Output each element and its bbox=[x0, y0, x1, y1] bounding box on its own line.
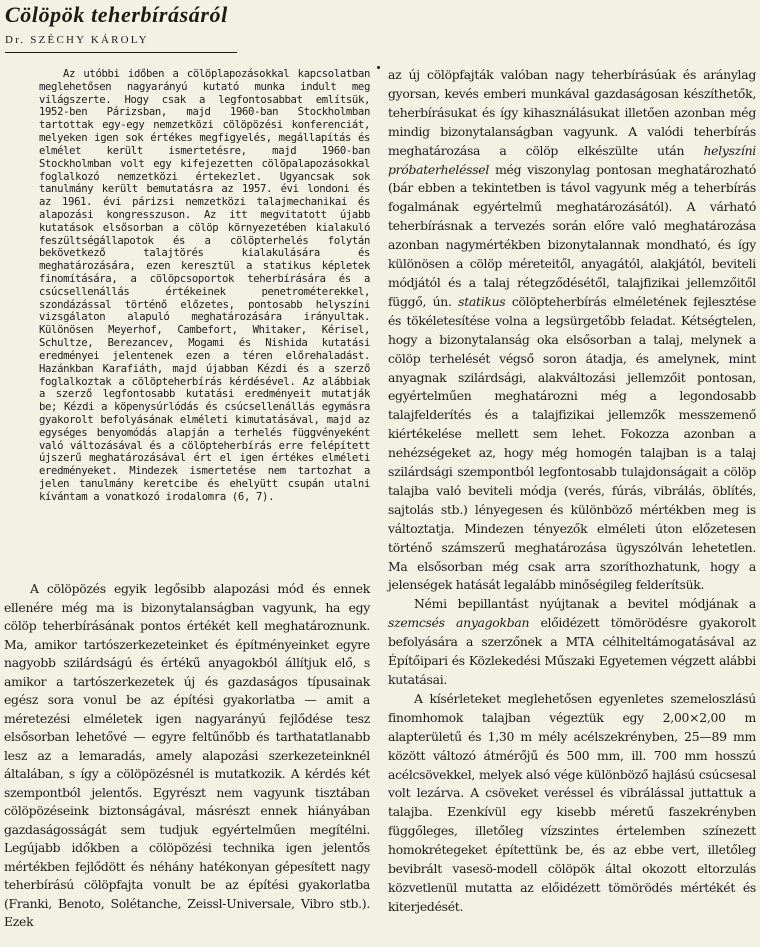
emphasis: helyszíni próbaterheléssel bbox=[388, 142, 756, 177]
text-run: Némi bepillantást nyújtanak a bevitel módjának a bbox=[414, 596, 756, 612]
text-run: cölöpteherbírás elméletének fejlesztése és tökéletesítése volna a legsürgetőbb feladat. Kétségtelen, hogy a bizonytalanság oka elsősorban a talaj, melynek a cölöp terhelését végső soron átadja, és amelynek, mint anyagnak szilárdsági, alakváltozási jellemzőit pontosan, egyértelműen meghatározni még a legondosabb talajfelderítés és a talajfizikai jellemzők messzemenő kiértékelése mellett sem lehet. Fokozza azonban a nehézségeket az, hogy még homogén talajban is a talaj szilárdsági szempontból legfontosabb tulajdonságait a cölöp talajba való beviteli módja (verés, fúrás, vibrálás, öblítés, sajtolás stb.) lényegesen és különböző mértékben meg is változtatja. Mindezen tényezők elméleti úton előzetesen történő számszerű meghatározása ügyszólván lehetetlen. Ma elsősorban még csak arra szoríthozhatunk, hogy a jelenségek hatását legalább minőségileg felderítsük. bbox=[388, 293, 756, 593]
right-column bbox=[388, 66, 756, 917]
body-paragraph: A kísérleteket meglehetősen egyenletes szemeloszlású finomhomok talajban végeztük egy 2,00×2,00 m alapterületű és 1,30 m mély acélszekrényben, 25—89 mm között változó átmérőjű és 500 mm, ill. 700 mm hosszú acélcsövekkel, melyek alsó vége különböző hajlású csúcsesal volt lezárva. A csöveket veréssel és vibrálással juttattuk a talajba. Ezenkívül egy kisebb méretű faszekrényben függőleges, illetőleg vízszintes értelemben színezett homokrétegeket építettünk be, és az ebbe vert, illetőleg bevibrált vasesö-modell cölöpök által okozott eltorzulás közvetlenül mutatta az előidézett tömörödés mértékét és kiterjedését. bbox=[388, 690, 756, 914]
text-run: az új cölöpfajták valóban nagy teherbírásúak és aránylag gyorsan, kevés emberi munkával gazdaságosan készíthetők, teherbírásukat és így kihasználásukat illetően azonban még mindig bizonytalanságban vagyunk. A valódi teherbírás meghatározása a cölöp elkészülte után bbox=[388, 67, 756, 158]
text-run: előidézett tömörödésre gyakorolt befolyására a szerzőnek a MTA célhiteltámogatásával az Építőipari és Közlekedési Műszaki Egyetemen végzett alábbi kutatásai. bbox=[388, 615, 756, 687]
author-byline: Dr. SZÉCHY KÁROLY bbox=[5, 34, 149, 46]
abstract-paragraph: Az utóbbi időben a cölöplapozásokkal kapcsolatban meglehetősen nagyarányú kutató munka indult meg világszerte. Hogy csak a legfontosabbat említsük, 1952-ben Párizsban, majd 1960-ban Stockholmban tartottak egy-egy nemzetközi cölöpözési konferenciát, melyeken igen sok értékes megfigyelés, megállapítás és elmélet került ismertetésre, majd 1960-ban Stockholmban volt egy kifejezetten cölöpalapozásokkal foglalkozó nemzetközi értekezlet. Ugyancsak sok tanulmány került bemutatásra az 1957. évi londoni és az 1961. évi párizsi nemzetközi talajmechanikai és alapozási kongresszuson. Az itt megvitatott újabb kutatások elsősorban a cölöp környezetében kialakuló feszültségállapotok és a cölöpterhelés folytán bekövetkező talajtörés kialakulására és meghatározására, ezen keresztül a statikus képletek finomítására, a cölöpcsoportok teherbírására és a csúcsellenállás értékeinek penetrométerekkel, szondázással történő előzetes, pontosabb helyszíni vizsgálaton alapuló meghatározására irányultak. Különösen Meyerhof, Cambefort, Whitaker, Kérisel, Schultze, Berezancev, Mogami és Nishida kutatási eredményei jelentenek ezen a téren előrehaladást. Hazánkban Karafiáth, majd újabban Kézdi és a szerző foglalkoztak a cölöpteherbírás kérdésével. Az alábbiak a szerző legfontosabb kutatási eredményeit mutatják be; Kézdi a köpenysúrlódás és csúcsellenállás egymásra gyakorolt befolyásának elméleti kimutatásával, majd az egységes benyomódás alapján a terhelés függvényeként való változásával és a cölöpteherbírás erre felépített újszerű meghatározásával ért el igen értékes elméleti eredményeket. Mindezek ismertetése nem tartozhat a jelen tanulmány keretcibe és ehelyütt csupán utalni kívántam a vonatkozó irodalomra (6, 7). bbox=[39, 68, 370, 503]
decorative-dot bbox=[377, 66, 380, 69]
text-run: még viszonylag pontosan meghatározható (bár ebben a tekintetben is távol vagyunk még a teherbírás fogalmának egyértelmű meghatározásától). A várható teherbírásnak a tervezés során előre való meghatározása azonban nagymértékben bizonytalannak mondható, és így különösen a cölöp méreteitől, anyagától, alakjától, beviteli módjától és a talaj rétegződésétől, talajfizikai jellemzőitől függő, ún. bbox=[388, 161, 756, 309]
abstract bbox=[39, 68, 370, 504]
title-rule bbox=[5, 52, 237, 53]
body-paragraph bbox=[388, 66, 756, 595]
article-title: Cölöpök teherbírásáról bbox=[5, 2, 228, 27]
body-paragraph: A cölöpözés egyik legősibb alapozási mód és ennek ellenére még ma is bizonytalanságban vagyunk, ha egy cölöp teherbírásának pontos értékét kell meghatároznunk. Ma, amikor tartószerkezeteinket és építményeinket egyre nagyobb szilárdságú és értékű anyagokból állítjuk elő, s amikor a tartószerkezetek új és gazdaságos típusainak egész sora vonul be az építési gyakorlatba — amit a méretezési elméletek igen nagyarányú fejlődése tesz elsősorban lehetővé — egyre feltűnőbb és tarthatatlanabb lesz az a lemaradás, amely alapozási szerkezeteinknél általában, s így a cölöpözésnél is mutatkozik. A kérdés két szempontból jelentős. Egyrészt nem vagyunk tisztában cölöpözéseink biztonságával, másrészt ennek hiányában gazdaságosságát sem tudjuk egyértelműen megítélni. Legújabb időkben a cölöpözési technika igen jelentős mértékben fejlődött és néhány hatékonyan gépesített nagy teherbírású cölöpfajta vonult be az építési gyakorlatba (Franki, Benoto, Solétanche, Zeissl-Universale, Vibro stb.). Ezek bbox=[4, 581, 370, 930]
body-paragraph bbox=[388, 595, 756, 690]
emphasis: statikus bbox=[458, 293, 506, 309]
emphasis: szemcsés anyagokban bbox=[388, 615, 530, 631]
left-column bbox=[4, 580, 370, 932]
